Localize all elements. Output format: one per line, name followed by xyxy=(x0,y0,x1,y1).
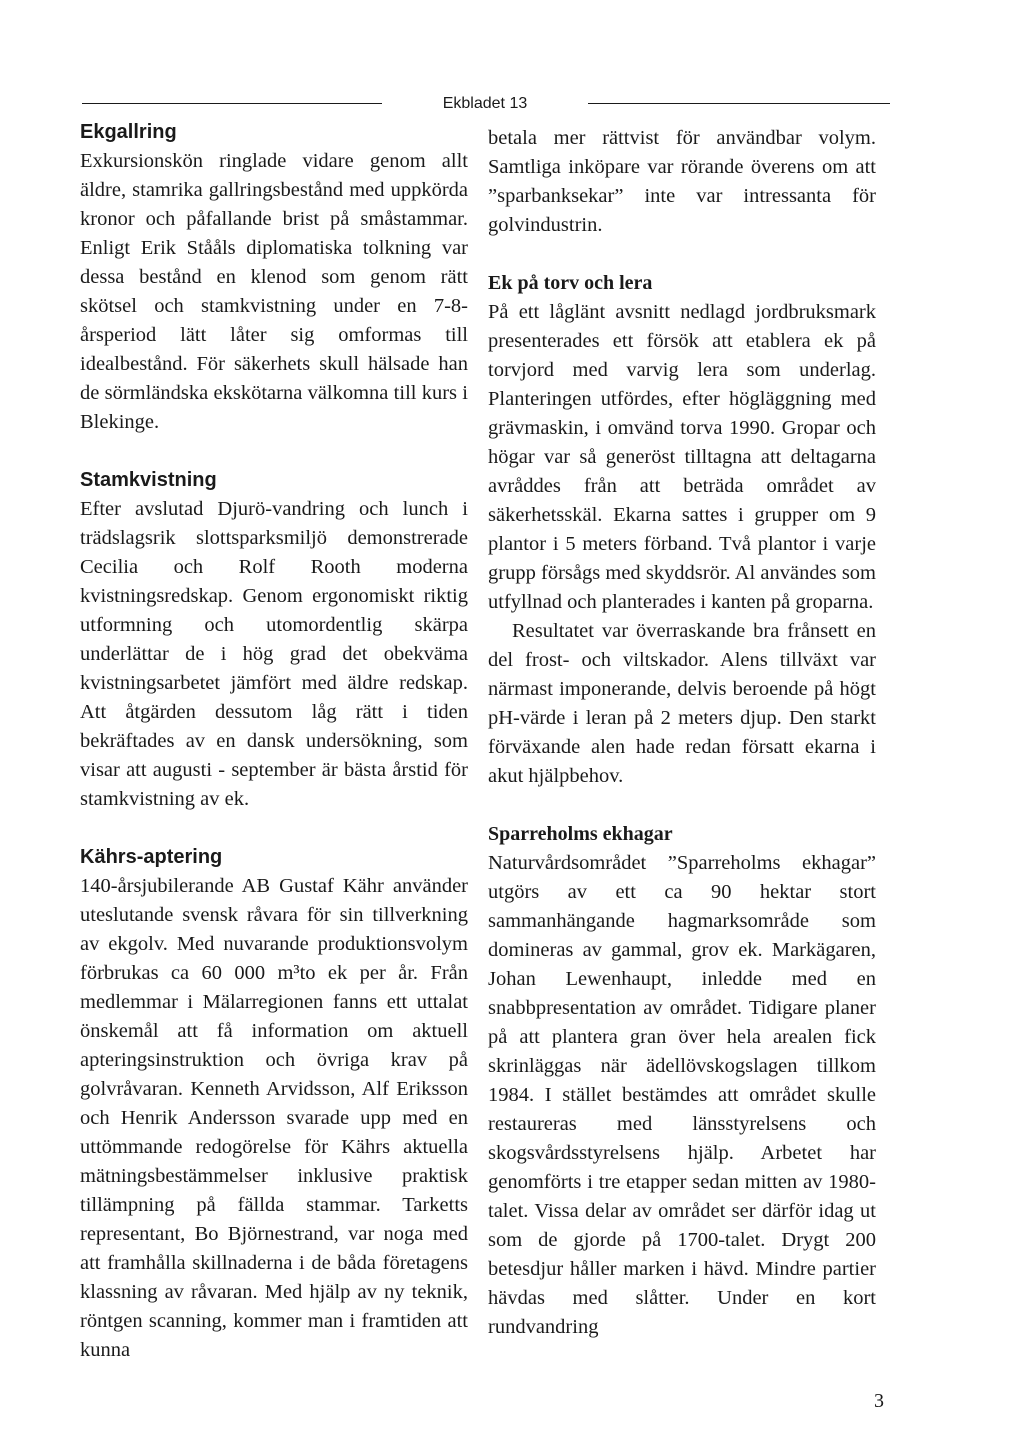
running-header: Ekbladet 13 xyxy=(442,95,528,112)
paragraph-kahrs-aptering: 140-årsjubilerande AB Gustaf Kähr använder uteslutande svensk råvara för sin tillverkning av ekgolv. Med nuvarande produktionsvolym förbrukas ca 60 000 m³to ek per år. Från medlemmar i Mälarregionen fanns ett uttalat önskemål att få information om aktuell apteringsinstruktion och övriga krav på golvråvaran. Kenneth Arvidsson, Alf Eriksson och Henrik Andersson svarade upp med en uttömmande redogörelse för Kährs aktuella mätningsbestämmelser inklusive praktisk tillämpning på fällda stammar. Tarketts representant, Bo Björnestrand, var noga med att framhålla skillnaderna i de båda företagens klassning av råvaran. Med hjälp av ny teknik, röntgen scanning, kommer man i framtiden att kunna xyxy=(80,875,468,1361)
page-number: 3 xyxy=(874,1390,884,1412)
paragraph-ekgallring: Exkursionskön ringlade vidare genom allt äldre, stamrika gallringsbestånd med uppkörda kronor och påfallande brist på småstammar. Enligt Erik Stååls diplomatiska tolkning var dessa bestånd en klenod som genom rätt skötsel och stamkvistning under en 7-8-årsperiod lätt låter sig omformas till idealbestånd. För säkerhets skull hälsade han de sörmländska ekskötarna välkomna till kurs i Blekinge. xyxy=(80,150,468,433)
paragraph-ek-pa-torv-2: Resultatet var överraskande bra frånsett en del frost- och viltskador. Alens tillväxt var närmast imponerande, delvis beroende på högt pH-värde i leran på 2 meters djup. Den starkt förväxande alen hade redan försatt ekarna i akut hjälpbehov. xyxy=(488,620,876,787)
right-column xyxy=(488,124,876,1342)
left-column xyxy=(80,118,468,1365)
header-rule-right xyxy=(588,103,890,104)
section-heading-kahrs-aptering: Kährs-aptering xyxy=(80,846,223,868)
section-heading-sparreholms-ekhagar: Sparreholms ekhagar xyxy=(488,823,673,845)
section-heading-ekgallring: Ekgallring xyxy=(80,121,177,143)
header-rule-left xyxy=(82,103,382,104)
section-heading-ek-pa-torv-och-lera: Ek på torv och lera xyxy=(488,272,653,294)
paragraph-ek-pa-torv-1: På ett låglänt avsnitt nedlagd jordbruksmark presenterades ett försök att etablera ek på torvjord med varvig lera som underlag. Planteringen utfördes, efter högläggning med grävmaskin, i omvänd torva 1990. Gropar och högar var så generöst tilltagna att deltagarna avråddes från att beträda området av säkerhetsskäl. Ekarna sattes i grupper om 9 plantor i 5 meters förband. Två plantor i varje grupp försågs med skyddsrör. Al användes som utfyllnad och planterades i kanten på groparna. xyxy=(488,301,876,613)
paragraph-sparreholms-ekhagar: Naturvårdsområdet ”Sparreholms ekhagar” utgörs av ett ca 90 hektar stort sammanhängande hagmarksområde som domineras av gammal, grov ek. Markägaren, Johan Lewenhaupt, inledde med en snabbpresentation av området. Tidigare planer på att plantera gran över hela arealen fick skrinläggas när ädellövskogslagen tillkom 1984. I stället bestämdes att området skulle restaureras med länsstyrelsens och skogsvårdsstyrelsens hjälp. Arbetet har genomförts i tre etapper sedan mitten av 1980-talet. Vissa delar av området ser därför idag ut som de gjorde på 1700-talet. Drygt 200 betesdjur håller marken i hävd. Mindre partier hävdas med slåtter. Under en kort rundvandring xyxy=(488,852,876,1338)
paragraph-stamkvistning: Efter avslutad Djurö-vandring och lunch i trädslagsrik slottsparksmiljö demonstrerade Cecilia och Rolf Rooth moderna kvistningsredskap. Genom ergonomiskt riktig utformning och utomordentlig skärpa underlättar de i hög grad det obekväma kvistningsarbetet jämfört med äldre redskap. Att åtgärden dessutom låg rätt i tiden bekräftades av en dansk undersökning, som visar att augusti - september är bästa årstid för stamkvistning av ek. xyxy=(80,498,468,810)
paragraph-continued-intro: betala mer rättvist för användbar volym. Samtliga inköpare var rörande överens om att ”sparbanksekar” inte var intressanta för golvindustrin. xyxy=(488,127,876,236)
section-heading-stamkvistning: Stamkvistning xyxy=(80,469,217,491)
